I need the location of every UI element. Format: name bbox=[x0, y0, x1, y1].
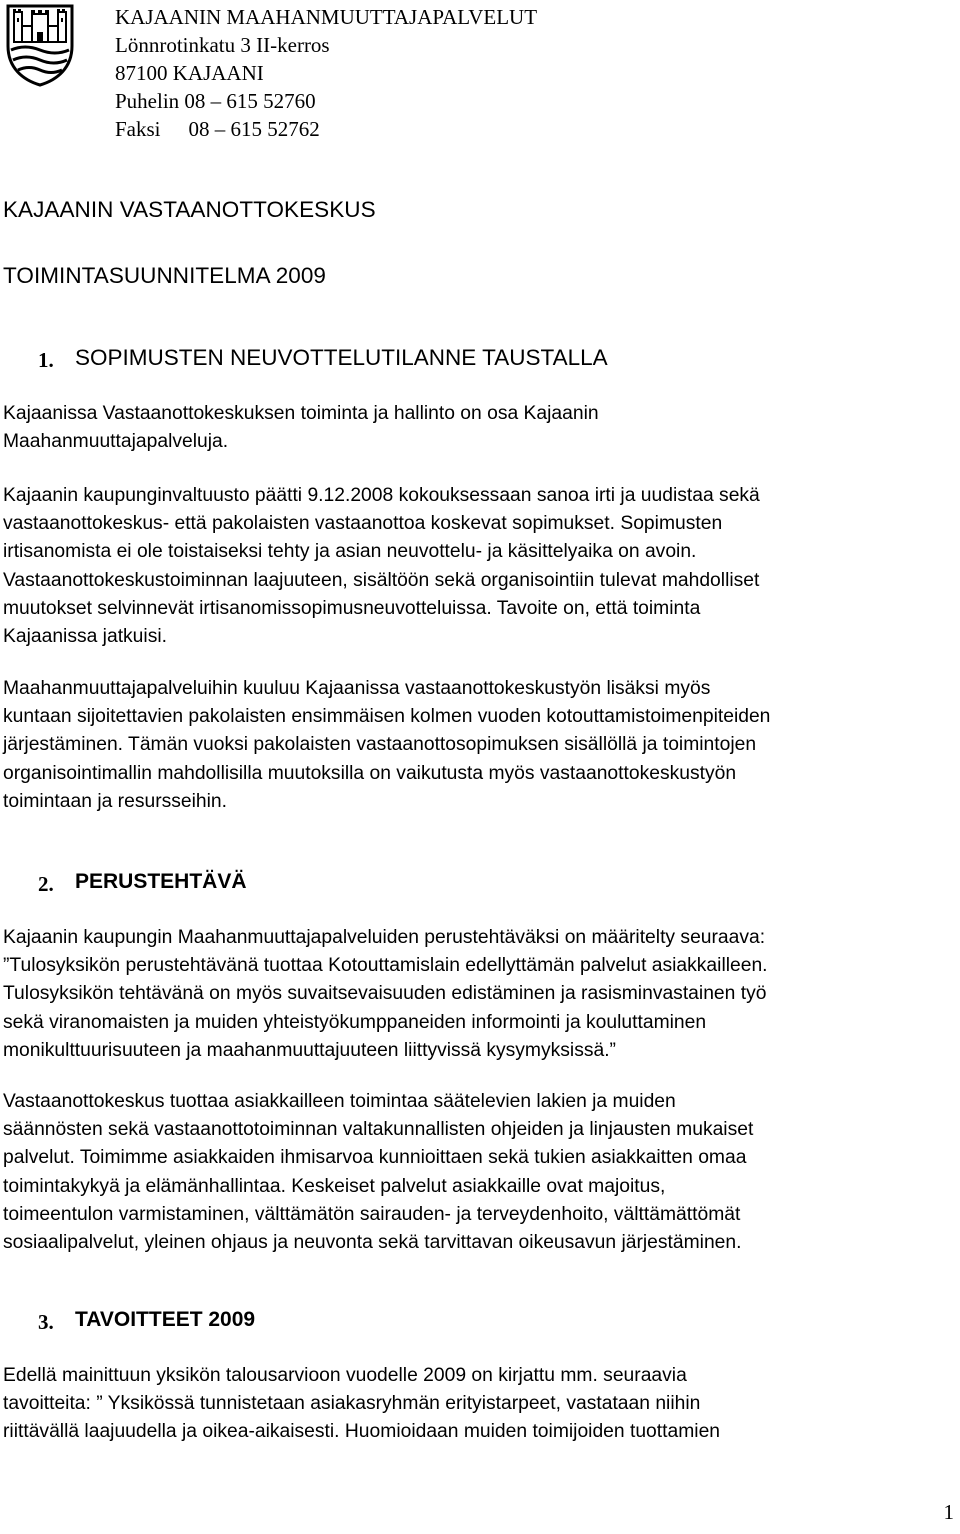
fax-label: Faksi bbox=[115, 117, 161, 141]
text-line: Vastaanottokeskus tuottaa asiakkailleen toimintaa säätelevien lakien ja muiden bbox=[3, 1091, 676, 1112]
letterhead-street: Lönnrotinkatu 3 II-kerros bbox=[115, 33, 330, 57]
text-line: palvelut. Toimimme asiakkaiden ihmisarvoa kunnioittaen sekä tukien asiakkaitten omaa bbox=[3, 1147, 747, 1169]
text-line: muutokset selvinnevät irtisanomissopimusneuvotteluissa. Tavoite on, että toiminta bbox=[3, 597, 701, 619]
fax-number: 08 – 615 52762 bbox=[188, 117, 320, 141]
text-line: Edellä mainittuun yksikön talousarvioon vuodelle 2009 on kirjattu mm. seuraavia bbox=[3, 1365, 687, 1386]
document-subtitle: TOIMINTASUUNNITELMA 2009 bbox=[3, 263, 326, 288]
letterhead-phone: Puhelin 08 – 615 52760 bbox=[115, 89, 316, 113]
section-2-title: PERUSTEHTÄVÄ bbox=[75, 870, 247, 893]
kajaani-coat-of-arms-icon bbox=[5, 4, 75, 87]
section-2-paragraph bbox=[3, 924, 958, 1065]
text-line: organisointimallin mahdollisilla muutoksilla on vaikutusta myös vastaanottokeskustyön bbox=[3, 762, 737, 784]
text-line: toimeentulon varmistaminen, välttämätön sairauden- ja terveydenhoito, välttämättömät bbox=[3, 1203, 741, 1225]
document-title: KAJAANIN VASTAANOTTOKESKUS bbox=[3, 197, 376, 222]
section-1-paragraph bbox=[3, 675, 958, 816]
text-line: Kajaanissa jatkuisi. bbox=[3, 626, 167, 648]
text-line: sekä viranomaisten ja muiden yhteistyökumppaneiden informointi ja kouluttaminen bbox=[3, 1011, 707, 1033]
text-line: riittävällä laajuudella ja oikea-aikaisesti. Huomioidaan muiden toimijoiden tuottamien bbox=[3, 1421, 721, 1443]
section-1-number: 1. bbox=[38, 348, 54, 372]
text-line: vastaanottokeskus- että pakolaisten vastaanottoa koskevat sopimukset. Sopimusten bbox=[3, 513, 723, 535]
text-line: irtisanomista ei ole toistaiseksi tehty ja asian neuvottelu- ja käsittelyaika on avoin. bbox=[3, 541, 697, 563]
section-1-paragraph bbox=[3, 482, 958, 651]
text-line: sosiaalipalvelut, yleinen ohjaus ja neuvonta sekä tarvittavan oikeusavun järjestäminen. bbox=[3, 1232, 742, 1254]
letterhead-postal: 87100 KAJAANI bbox=[115, 61, 264, 85]
section-2-number: 2. bbox=[38, 872, 54, 896]
text-line: ”Tulosyksikön perustehtävänä tuottaa Kotouttamislain edellyttämän palvelut asiakkailleen. bbox=[3, 955, 768, 977]
section-3-title: TAVOITTEET 2009 bbox=[75, 1308, 256, 1331]
text-line: monikulttuurisuuteen ja maahanmuuttajuuteen liittyvissä kysymyksissä.” bbox=[3, 1039, 616, 1061]
text-line: kuntaan sijoitettavien pakolaisten ensimmäisen kolmen vuoden kotouttamistoimenpiteiden bbox=[3, 706, 771, 728]
letterhead-fax bbox=[115, 115, 537, 143]
text-line: Maahanmuuttajapalveluihin kuuluu Kajaanissa vastaanottokeskustyön lisäksi myös bbox=[3, 678, 711, 699]
section-3-paragraph bbox=[3, 1362, 958, 1447]
text-line: tavoitteita: ” Yksikössä tunnistetaan asiakasryhmän erityistarpeet, vastataan niihin bbox=[3, 1393, 701, 1415]
text-line: Maahanmuuttajapalveluja. bbox=[3, 431, 229, 453]
text-line: järjestäminen. Tämän vuoksi pakolaisten vastaanottosopimuksen sisällöllä ja toimintojen bbox=[3, 734, 757, 756]
text-line: toimintakykyä ja elämänhallintaa. Keskeiset palvelut asiakkaille ovat majoitus, bbox=[3, 1175, 666, 1197]
section-2-paragraph bbox=[3, 1088, 958, 1257]
text-line: Kajaanin kaupungin Maahanmuuttajapalveluiden perustehtäväksi on määritelty seuraava: bbox=[3, 927, 766, 948]
text-line: säännösten sekä vastaanottotoiminnan valtakunnallisten ohjeiden ja linjausten mukaiset bbox=[3, 1119, 754, 1141]
section-1-title: SOPIMUSTEN NEUVOTTELUTILANNE TAUSTALLA bbox=[75, 345, 608, 370]
text-line: Kajaanin kaupunginvaltuusto päätti 9.12.2008 kokouksessaan sanoa irti ja uudistaa sekä bbox=[3, 485, 760, 506]
text-line: Vastaanottokeskustoiminnan laajuuteen, sisältöön sekä organisointiin tulevat mahdolliset bbox=[3, 569, 760, 591]
text-line: Kajaanissa Vastaanottokeskuksen toiminta ja hallinto on osa Kajaanin bbox=[3, 403, 599, 424]
page-number: 1 bbox=[943, 1500, 954, 1524]
section-1-paragraph bbox=[3, 400, 958, 456]
letterhead-org: KAJAANIN MAAHANMUUTTAJAPALVELUT bbox=[115, 5, 538, 29]
letterhead bbox=[115, 3, 537, 143]
text-line: Tulosyksikön tehtävänä on myös suvaitsevaisuuden edistäminen ja rasisminvastainen työ bbox=[3, 983, 767, 1005]
section-3-number: 3. bbox=[38, 1310, 54, 1334]
text-line: toimintaan ja resursseihin. bbox=[3, 790, 227, 812]
